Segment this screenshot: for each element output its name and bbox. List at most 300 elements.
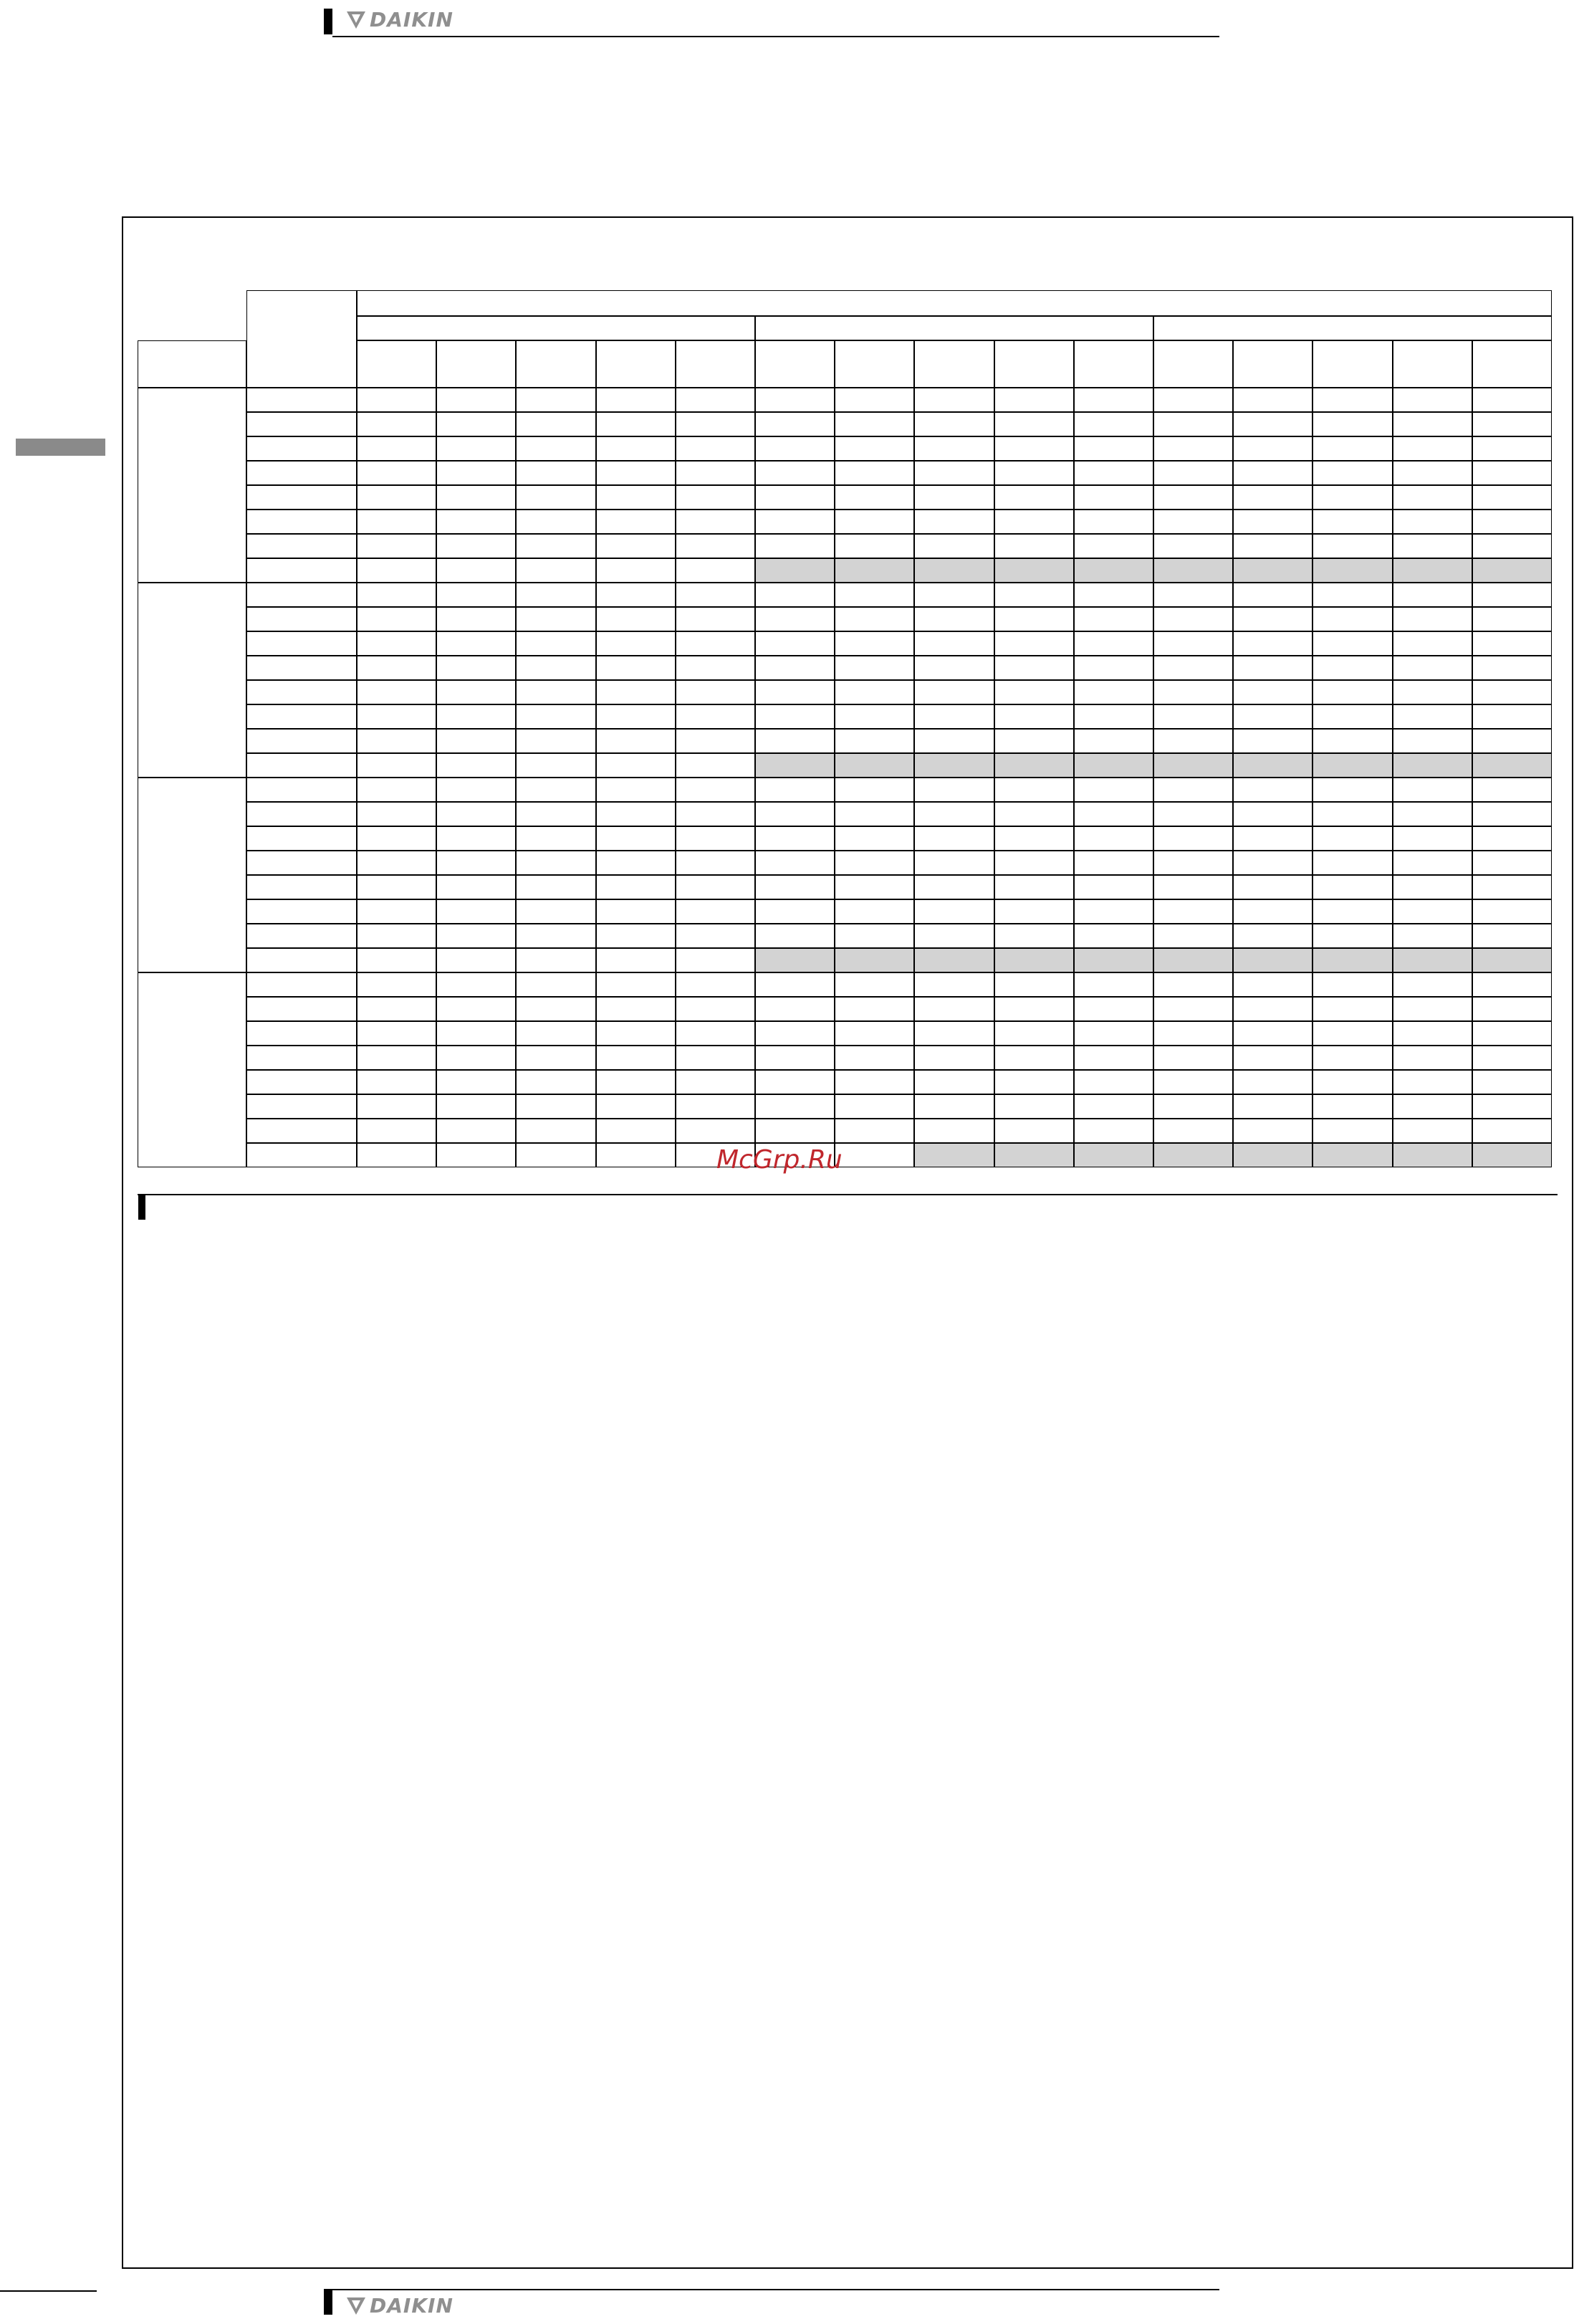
table-cell: [596, 875, 676, 899]
table-cell: [994, 1046, 1074, 1070]
table-cell: [835, 631, 914, 656]
table-cell: [914, 656, 994, 680]
table-cell: [914, 1094, 994, 1119]
table-cell: [1472, 704, 1552, 729]
table-cell: [835, 826, 914, 851]
table-cell: [676, 802, 755, 826]
table-cell: [1393, 436, 1472, 461]
table-cell: [1313, 851, 1392, 875]
table-cell: [1472, 485, 1552, 510]
table-cell: [1472, 924, 1552, 948]
table-cell: [1472, 607, 1552, 631]
table-cell: [1233, 729, 1313, 753]
table-cell: [596, 778, 676, 802]
table-cell: [1074, 997, 1153, 1021]
table-cell: [1233, 510, 1313, 534]
table-cell: [1233, 704, 1313, 729]
table-cell: [1313, 1070, 1392, 1094]
table-cell: [994, 680, 1074, 704]
table-cell: [516, 778, 595, 802]
table-cell: [755, 704, 835, 729]
table-cell: [1313, 704, 1392, 729]
table-cell: [755, 510, 835, 534]
table-row-label: [246, 924, 357, 948]
table-cell: [436, 1021, 516, 1046]
table-cell: [357, 412, 436, 436]
table-cell: [1233, 753, 1313, 778]
table-row-label: [246, 997, 357, 1021]
table-cell: [755, 924, 835, 948]
table-cell: [835, 558, 914, 583]
table-cell: [596, 558, 676, 583]
table-cell: [1074, 510, 1153, 534]
table-cell: [516, 1094, 595, 1119]
table-cell: [1153, 583, 1233, 607]
table-column-header: [1153, 340, 1233, 388]
table-cell: [1313, 826, 1392, 851]
table-cell: [755, 826, 835, 851]
table-cell: [357, 899, 436, 924]
table-cell: [357, 1070, 436, 1094]
table-cell: [755, 607, 835, 631]
table-cell: [596, 851, 676, 875]
table-cell: [1313, 802, 1392, 826]
table-cell: [596, 656, 676, 680]
table-cell: [914, 534, 994, 558]
header-rule: [332, 36, 1219, 37]
table-cell: [1153, 656, 1233, 680]
table-cell: [1153, 680, 1233, 704]
table-cell: [1313, 753, 1392, 778]
table-cell: [596, 680, 676, 704]
table-cell: [357, 875, 436, 899]
table-cell: [516, 534, 595, 558]
table-cell: [1074, 631, 1153, 656]
table-cell: [1393, 1143, 1472, 1167]
table-cell: [1153, 607, 1233, 631]
table-cell: [914, 558, 994, 583]
table-cell: [755, 388, 835, 412]
page-footer: [324, 2289, 1219, 2318]
table-cell: [357, 704, 436, 729]
table-column-header: [1074, 340, 1153, 388]
table-cell: [1313, 388, 1392, 412]
table-cell: [914, 729, 994, 753]
table-cell: [835, 924, 914, 948]
table-cell: [596, 753, 676, 778]
table-row-label: [246, 534, 357, 558]
table-cell: [994, 388, 1074, 412]
table-cell: [835, 510, 914, 534]
table-cell: [516, 1070, 595, 1094]
table-cell: [755, 875, 835, 899]
table-cell: [676, 1119, 755, 1143]
table-cell: [835, 704, 914, 729]
table-cell: [755, 1119, 835, 1143]
table-cell: [914, 607, 994, 631]
table-cell: [1074, 534, 1153, 558]
table-cell: [835, 461, 914, 485]
table-cell: [436, 388, 516, 412]
table-column-group-header: [1153, 316, 1552, 340]
table-cell: [1472, 753, 1552, 778]
table-cell: [914, 972, 994, 997]
table-cell: [1074, 388, 1153, 412]
table-row-label: [246, 631, 357, 656]
table-cell: [835, 388, 914, 412]
table-cell: [357, 656, 436, 680]
table-cell: [755, 802, 835, 826]
data-table: [138, 290, 1552, 1166]
table-cell: [1074, 729, 1153, 753]
table-cell: [1153, 510, 1233, 534]
header-marker-bar: [324, 9, 332, 34]
table-cell: [516, 704, 595, 729]
table-cell: [994, 924, 1074, 948]
table-cell: [1313, 436, 1392, 461]
table-cell: [436, 558, 516, 583]
table-cell: [1393, 534, 1472, 558]
table-cell: [914, 388, 994, 412]
table-cell: [1393, 997, 1472, 1021]
table-cell: [436, 729, 516, 753]
table-cell: [994, 729, 1074, 753]
table-cell: [357, 583, 436, 607]
table-cell: [1074, 704, 1153, 729]
table-row-label: [246, 1070, 357, 1094]
table-cell: [676, 948, 755, 972]
table-cell: [516, 875, 595, 899]
table-cell: [755, 851, 835, 875]
table-cell: [1074, 826, 1153, 851]
table-cell: [436, 583, 516, 607]
table-cell: [755, 997, 835, 1021]
table-cell: [835, 656, 914, 680]
table-column-header: [516, 340, 595, 388]
footer-logo: [345, 2293, 454, 2318]
table-cell: [1233, 851, 1313, 875]
table-cell: [755, 534, 835, 558]
table-cell: [1233, 436, 1313, 461]
table-row-label: [246, 851, 357, 875]
table-cell: [436, 753, 516, 778]
table-cell: [1472, 826, 1552, 851]
table-cell: [676, 436, 755, 461]
table-row-group-label: [138, 972, 246, 1167]
table-cell: [676, 558, 755, 583]
table-column-header: [596, 340, 676, 388]
table-cell: [835, 729, 914, 753]
table-cell: [357, 1119, 436, 1143]
table-cell: [516, 680, 595, 704]
section-marker: [138, 1195, 145, 1220]
table-cell: [357, 851, 436, 875]
table-row-label: [246, 412, 357, 436]
table-cell: [596, 1046, 676, 1070]
table-cell: [596, 388, 676, 412]
daikin-delta-logo-icon: [345, 9, 367, 30]
table-cell: [676, 510, 755, 534]
table-cell: [596, 802, 676, 826]
table-cell: [1313, 1143, 1392, 1167]
table-row-label: [246, 388, 357, 412]
table-cell: [1393, 704, 1472, 729]
table-cell: [1233, 1046, 1313, 1070]
table-cell: [516, 485, 595, 510]
table-cell: [994, 753, 1074, 778]
table-cell: [436, 1119, 516, 1143]
table-cell: [914, 826, 994, 851]
table-cell: [1074, 461, 1153, 485]
table-cell: [1313, 510, 1392, 534]
table-cell: [516, 802, 595, 826]
table-cell: [676, 1070, 755, 1094]
table-row-label: [246, 485, 357, 510]
table-cell: [914, 924, 994, 948]
table-cell: [357, 924, 436, 948]
table-cell: [835, 802, 914, 826]
table-cell: [914, 510, 994, 534]
footer-left-rule: [0, 2290, 97, 2292]
table-cell: [676, 461, 755, 485]
table-cell: [755, 972, 835, 997]
table-cell: [835, 607, 914, 631]
table-cell: [994, 1119, 1074, 1143]
table-cell: [1153, 1046, 1233, 1070]
table-cell: [357, 436, 436, 461]
table-column-header: [835, 340, 914, 388]
table-cell: [1153, 461, 1233, 485]
table-cell: [1074, 1119, 1153, 1143]
table-cell: [1472, 631, 1552, 656]
table-cell: [755, 631, 835, 656]
table-cell: [914, 1143, 994, 1167]
table-cell: [1313, 1021, 1392, 1046]
table-cell: [755, 656, 835, 680]
table-cell: [1393, 631, 1472, 656]
table-cell: [994, 826, 1074, 851]
table-cell: [994, 802, 1074, 826]
table-cell: [1233, 534, 1313, 558]
table-row-label: [246, 704, 357, 729]
table-cell: [1472, 558, 1552, 583]
table-cell: [1074, 558, 1153, 583]
table-cell: [1393, 1119, 1472, 1143]
table-cell: [357, 1094, 436, 1119]
table-cell: [1472, 461, 1552, 485]
table-cell: [596, 436, 676, 461]
table-cell: [755, 899, 835, 924]
table-cell: [1153, 412, 1233, 436]
table-cell: [1472, 729, 1552, 753]
table-cell: [676, 485, 755, 510]
table-cell: [357, 1143, 436, 1167]
table-cell: [516, 851, 595, 875]
table-cell: [1393, 778, 1472, 802]
table-cell: [1233, 680, 1313, 704]
table-cell: [596, 997, 676, 1021]
table-row-label: [246, 583, 357, 607]
table-cell: [1472, 1094, 1552, 1119]
table-row-label: [246, 461, 357, 485]
table-cell: [436, 436, 516, 461]
table-cell: [1393, 412, 1472, 436]
table-cell: [914, 802, 994, 826]
table-column-header: [994, 340, 1074, 388]
table-cell: [436, 899, 516, 924]
table-cell: [835, 680, 914, 704]
table-cell: [1472, 436, 1552, 461]
table-cell: [994, 704, 1074, 729]
table-cell: [1313, 1119, 1392, 1143]
table-cell: [1472, 997, 1552, 1021]
table-cell: [1153, 753, 1233, 778]
table-cell: [1074, 1143, 1153, 1167]
table-cell: [676, 704, 755, 729]
table-column-header: [1393, 340, 1472, 388]
table-cell: [1393, 485, 1472, 510]
table-row-label: [246, 948, 357, 972]
table-cell: [596, 1119, 676, 1143]
table-row-label: [246, 899, 357, 924]
table-cell: [994, 510, 1074, 534]
table-cell: [676, 412, 755, 436]
table-cell: [914, 851, 994, 875]
table-cell: [1472, 1070, 1552, 1094]
table-cell: [1393, 802, 1472, 826]
table-cell: [516, 558, 595, 583]
table-cell: [1393, 972, 1472, 997]
table-cell: [357, 972, 436, 997]
table-cell: [994, 1143, 1074, 1167]
table-cell: [835, 534, 914, 558]
table-cell: [1313, 485, 1392, 510]
table-cell: [676, 826, 755, 851]
table-cell: [1393, 1070, 1472, 1094]
table-cell: [994, 1094, 1074, 1119]
table-cell: [516, 1046, 595, 1070]
table-cell: [914, 436, 994, 461]
table-cell: [436, 461, 516, 485]
table-cell: [1074, 778, 1153, 802]
table-cell: [436, 1094, 516, 1119]
table-cell: [596, 948, 676, 972]
table-cell: [835, 899, 914, 924]
table-cell: [516, 826, 595, 851]
table-cell: [1313, 583, 1392, 607]
table-cell: [994, 875, 1074, 899]
table-column-header: [1313, 340, 1392, 388]
table-cell: [1233, 875, 1313, 899]
table-cell: [835, 948, 914, 972]
table-cell: [436, 802, 516, 826]
table-cell: [676, 851, 755, 875]
table-cell: [914, 1119, 994, 1143]
table-cell: [1472, 1119, 1552, 1143]
table-cell: [596, 1021, 676, 1046]
table-cell: [436, 875, 516, 899]
table-cell: [676, 1046, 755, 1070]
table-cell: [1393, 753, 1472, 778]
table-cell: [436, 704, 516, 729]
watermark: McGrp.Ru: [716, 1145, 843, 1175]
table-cell: [436, 778, 516, 802]
table-row-label: [246, 1143, 357, 1167]
table-cell: [994, 631, 1074, 656]
table-cell: [596, 534, 676, 558]
table-cell: [1313, 899, 1392, 924]
table-cell: [1233, 802, 1313, 826]
table-cell: [755, 583, 835, 607]
table-cell: [1393, 1021, 1472, 1046]
table-cell: [676, 1094, 755, 1119]
table-cell: [994, 461, 1074, 485]
table-row-label: [246, 1119, 357, 1143]
table-cell: [357, 826, 436, 851]
table-cell: [835, 1021, 914, 1046]
table-cell: [1153, 924, 1233, 948]
table-cell: [436, 826, 516, 851]
table-cell: [914, 948, 994, 972]
table-cell: [516, 1143, 595, 1167]
table-cell: [516, 1119, 595, 1143]
table-row-label: [246, 1021, 357, 1046]
table-cell: [1313, 461, 1392, 485]
table-row-label: [246, 729, 357, 753]
table-cell: [914, 461, 994, 485]
table-cell: [516, 997, 595, 1021]
table-cell: [914, 412, 994, 436]
table-cell: [755, 461, 835, 485]
table-cell: [1074, 436, 1153, 461]
table-cell: [676, 924, 755, 948]
table-cell: [1472, 534, 1552, 558]
table-cell: [357, 778, 436, 802]
table-corner-cell: [138, 340, 246, 388]
table-cell: [914, 485, 994, 510]
table-cell: [1313, 656, 1392, 680]
table-cell: [357, 680, 436, 704]
table-cell: [835, 485, 914, 510]
table-cell: [1153, 851, 1233, 875]
table-cell: [1393, 826, 1472, 851]
table-cell: [596, 583, 676, 607]
table-cell: [676, 729, 755, 753]
table-column-group-header: [755, 316, 1153, 340]
table-cell: [1393, 388, 1472, 412]
table-cell: [1472, 972, 1552, 997]
table-cell: [1472, 583, 1552, 607]
table-cell: [357, 510, 436, 534]
table-cell: [835, 436, 914, 461]
table-cell: [755, 1094, 835, 1119]
table-cell: [436, 534, 516, 558]
table-column-header: [436, 340, 516, 388]
table-cell: [357, 802, 436, 826]
table-cell: [835, 997, 914, 1021]
table-cell: [1074, 948, 1153, 972]
table-cell: [914, 704, 994, 729]
table-cell: [994, 778, 1074, 802]
table-cell: [596, 485, 676, 510]
table-cell: [1393, 875, 1472, 899]
table-cell: [1472, 388, 1552, 412]
table-cell: [516, 436, 595, 461]
table-row-label: [246, 607, 357, 631]
table-row-label: [246, 436, 357, 461]
table-cell: [357, 485, 436, 510]
table-row-label: [246, 802, 357, 826]
